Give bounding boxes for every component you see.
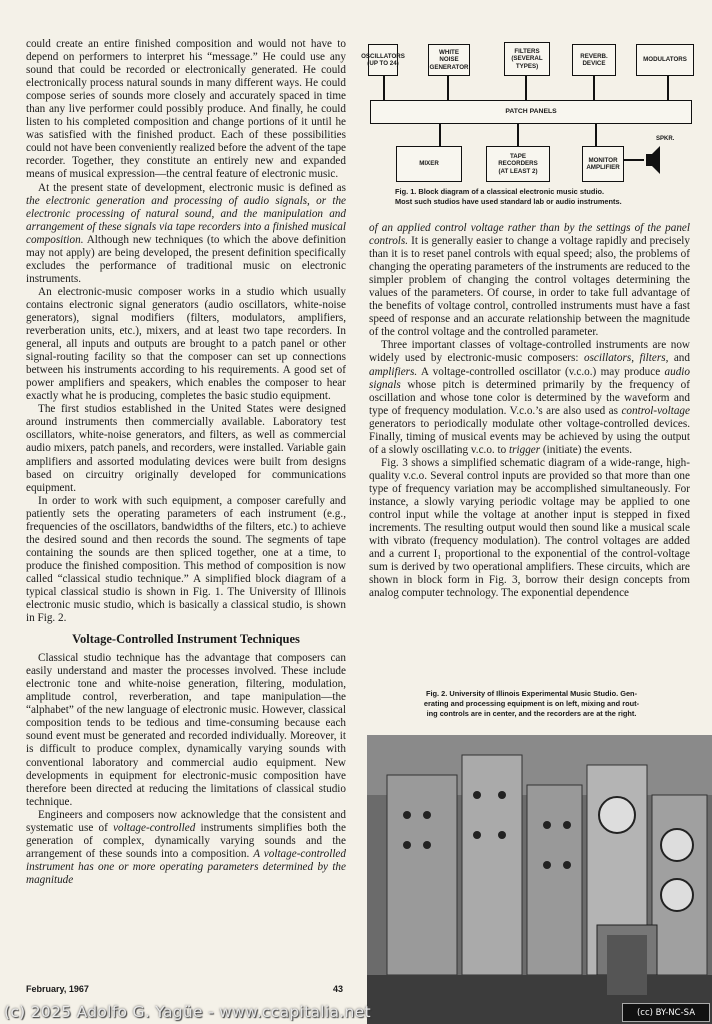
paragraph: The first studios established in the United States were designed around instruments then commercially available. Laboratory test oscillators, white-noise generators, and filters, as well as commercial audio mixers, patch panels, and recorders, were installed. Variable gain amplifiers and assorted modulating devices were built from designs based on circuitry originally developed for communications equipment. <box>26 403 346 494</box>
figure-2-caption: Fig. 2. University of Illinois Experimental Music Studio. Gen- erating and processing equipment is on left, mixing and rout- ing controls are in center, and the recorders are at the right. <box>423 689 640 718</box>
paragraph: At the present state of development, electronic music is defined as the electronic generation and processing of audio signals, or the electronic processing of natural sound, and the manipulation and arrangement of these signals via tape recorders into a finished musical composition. Although new techniques (to which the above definition may not apply) are being developed, the present definition specifically excludes the performance of traditional music on electronic instruments. <box>26 181 346 285</box>
figure-2-studio-photo <box>367 735 712 1024</box>
figure-1-block-diagram <box>361 42 696 184</box>
speaker-label: SPKR. <box>656 136 675 142</box>
modulators-box: MODULATORS <box>636 44 694 76</box>
paragraph: could create an entire finished composition and would not have to depend on performers to interpret his “message.” He could use any sound that could be recorded or electronically generated. He could electronically process natural sounds in many different ways. He could compose series of sounds more closely and accurately spaced in time than any live performer could possibly produce. And finally, he could listen to his completed composition and change portions of it until he was satisfied with the finished product. Each of these possibilities could not have been conveniently realized before the advent of the tape recorder. Together, they constitute an entirely new and expanded means of musical expression—the central feature of electronic music. <box>26 38 346 181</box>
oscillators-box: OSCILLATORS (UP TO 24) <box>368 44 398 76</box>
tape-recorders-box: TAPE RECORDERS (AT LEAST 2) <box>486 146 550 182</box>
white-noise-box: WHITE NOISE GENERATOR <box>428 44 470 76</box>
paragraph: In order to work with such equipment, a composer carefully and patiently sets the operating parameters of each instrument (e.g., frequencies of the oscillators, bandwidths of the filters, etc.) to achieve the desired sound and then records the sound. The segments of tape containing the sounds are then spliced together, one at a time, to produce the finished composition. This method of composition is now called “classical studio technique.” A simplified block diagram of a typical classical studio is shown in Fig. 1. The University of Illinois electronic music studio, which is basically a classical studio, is shown in Fig. 2. <box>26 494 346 625</box>
studio-photo-drawing <box>367 735 712 1024</box>
monitor-amplifier-box: MONITOR AMPLIFIER <box>582 146 624 182</box>
footer-date: February, 1967 <box>26 984 89 994</box>
paragraph: An electronic-music composer works in a studio which usually contains electronic signal generators (audio oscillators, white-noise generators), signal modifiers (filters, modulators, amplifiers, reverberation units, etc.), mixers, and at least two tape recorders. In general, all inputs and outputs are brought to a patch panel or other signal-routing facility so that the composer can set up connections between his instruments according to his requirements. A good set of power amplifiers and speakers, which enables the composer to hear exactly what he is producing, completes the basic studio equipment. <box>26 285 346 403</box>
copyright-watermark: (c) 2025 Adolfo G. Yagüe - www.ccapitalia.net <box>4 1003 371 1021</box>
filters-box: FILTERS (SEVERAL TYPES) <box>504 42 550 76</box>
paragraph: of an applied control voltage rather than by the settings of the panel controls. It is generally easier to change a voltage rapidly and precisely than it is to reset panel controls with equal speed; also, the problems of changing the operating parameters of the instruments are reduced to the simpler problem of changing the control voltages determining the values of the parameters. Of course, in order to take full advantage of the benefits of voltage control, controlled instruments must have a fast speed of response and an accurate relationship between the magnitude of the control voltage and the controlled parameter. <box>369 222 690 339</box>
paragraph: Fig. 3 shows a simplified schematic diagram of a wide-range, high-quality v.c.o. Several control inputs are provided so that more than one type of frequency variation may be accomplished simultaneously. For instance, a slowly varying periodic voltage may be applied to one control input while the voltage at another input is stepped in fixed increments. The resulting output would then sound like a musical scale with vibrato (frequency modulation). The control voltages are added and a current I₁ proportional to the exponential of the control-voltage sum is derived by two operational amplifiers. These circuits, which are shown in block form in Fig. 3, borrow their design concepts from analog computer technology. The exponential dependence <box>369 456 690 600</box>
right-column <box>369 222 690 600</box>
left-column <box>26 38 346 887</box>
paragraph: Three important classes of voltage-controlled instruments are now widely used by electronic-music composers: oscillators, filters, and amplifiers. A voltage-controlled oscillator (v.c.o.) may produce audio signals whose pitch is determined primarily by the frequency of oscillation and whose tone color is determined by the waveform and type of frequency modulation. V.c.o.’s are also used as control-voltage generators to periodically modulate other voltage-controlled devices. Finally, timing of musical events may be achieved by using the output of a slowly oscillating v.c.o. to trigger (initiate) the events. <box>369 339 690 456</box>
reverb-box: REVERB. DEVICE <box>572 44 616 76</box>
mixer-box: MIXER <box>396 146 462 182</box>
section-heading: Voltage-Controlled Instrument Techniques <box>72 632 300 647</box>
patch-panels-box: PATCH PANELS <box>370 100 692 124</box>
license-badge[interactable]: (cc) BY-NC-SA <box>622 1003 710 1022</box>
paragraph: Classical studio technique has the advantage that composers can easily understand and master the processes involved. These include electronic tone and white-noise generation, filtering, modulation, amplitude control, reverberation, and tape manipulation—the “alphabet” of the new language of electronic music. However, classical composition tends to be tedious and time-consuming because each sound event must be generated and recorded individually. Moreover, it is difficult to produce complex, dynamically varying sounds with conventional laboratory and commercial audio equipment. New developments in equipment for electronic-music composition have therefore been directed at reducing the limitations of classical studio technique. <box>26 652 346 808</box>
speaker-icon <box>646 146 660 174</box>
paragraph: Engineers and composers now acknowledge that the consistent and systematic use of voltage-controlled instruments simplifies both the generation of complex, dynamically varying sounds and the arrangement of these sounds into a composition. A voltage-controlled instrument has one or more operating parameters determined by the magnitude <box>26 808 346 886</box>
page-number: 43 <box>333 984 344 994</box>
figure-1-caption: Fig. 1. Block diagram of a classical electronic music studio. Most such studios have used standard lab or audio instruments. <box>395 187 622 206</box>
